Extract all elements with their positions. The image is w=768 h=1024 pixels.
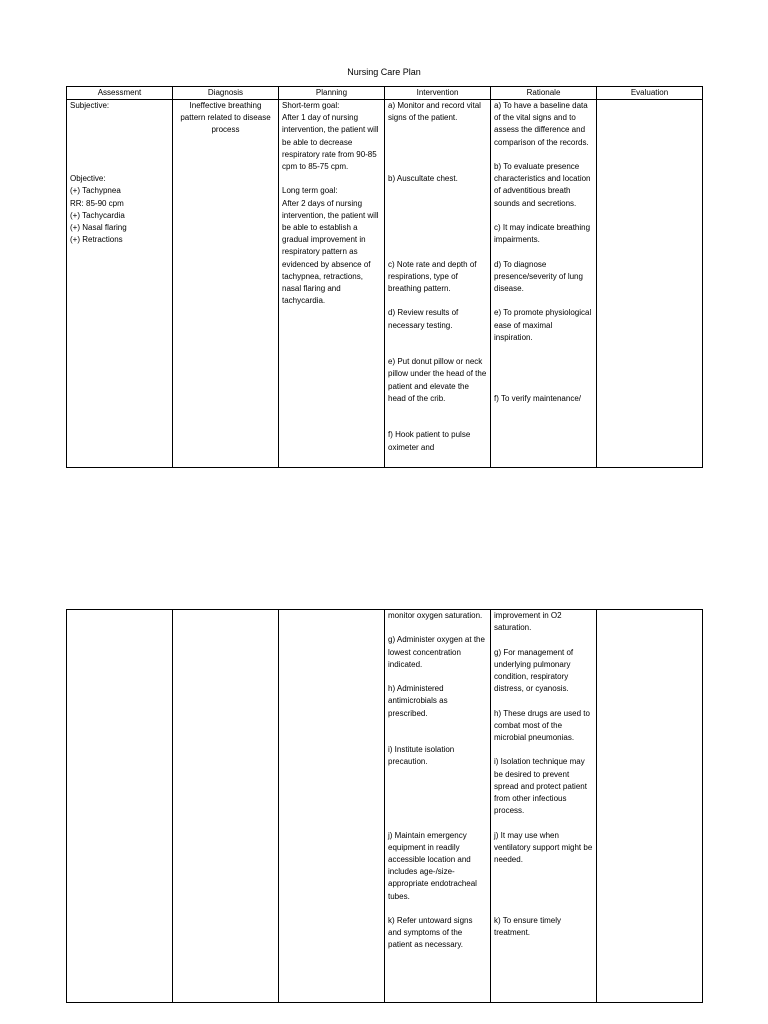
care-plan-table-page-2 xyxy=(66,609,703,1003)
diagnosis-cell xyxy=(173,610,279,1003)
care-plan-table-page-1 xyxy=(66,86,703,468)
diagnosis-cell: Ineffective breathing pattern related to disease process xyxy=(173,100,279,468)
document-title: Nursing Care Plan xyxy=(347,67,421,77)
evaluation-cell xyxy=(597,610,703,1003)
planning-cell: Short-term goal: After 1 day of nursing intervention, the patient will be able to decrease respiratory rate from 90-85 cpm to 85-75 cpm. Long term goal: After 2 days of nursing intervention, the patient will be able to establish a gradual improvement in respiratory pattern as evidenced by absence of tachypnea, retractions, nasal flaring and tachycardia. xyxy=(279,100,385,468)
assessment-cell: Subjective: Objective: (+) Tachypnea RR: 85-90 cpm (+) Tachycardia (+) Nasal flaring (+) Retractions xyxy=(67,100,173,468)
header-rationale: Rationale xyxy=(491,87,597,100)
intervention-cell: a) Monitor and record vital signs of the patient. b) Auscultate chest. c) Note rate and depth of respirations, type of breathing pattern. d) Review results of necessary testing. e) Put donut pillow or neck pillow under the head of the patient and elevate the head of the crib. f) Hook patient to pulse oximeter and xyxy=(385,100,491,468)
table-row xyxy=(67,610,703,1003)
header-planning: Planning xyxy=(279,87,385,100)
header-assessment: Assessment xyxy=(67,87,173,100)
planning-cell xyxy=(279,610,385,1003)
rationale-cell: improvement in O2 saturation. g) For management of underlying pulmonary condition, respiratory distress, or cyanosis. h) These drugs are used to combat most of the microbial pneumonias. i) Isolation technique may be desired to prevent spread and protect patient from other infectious process. j) It may use when ventilatory support might be needed. k) To ensure timely treatment. xyxy=(491,610,597,1003)
rationale-cell: a) To have a baseline data of the vital signs and to assess the difference and comparison of the records. b) To evaluate presence characteristics and location of adventitious breath sounds and secretions. c) It may indicate breathing impairments. d) To diagnose presence/severity of lung disease. e) To promote physiological ease of maximal inspiration. f) To verify maintenance/ xyxy=(491,100,597,468)
header-evaluation: Evaluation xyxy=(597,87,703,100)
assessment-cell xyxy=(67,610,173,1003)
header-diagnosis: Diagnosis xyxy=(173,87,279,100)
header-row xyxy=(67,87,703,100)
evaluation-cell xyxy=(597,100,703,468)
table-row xyxy=(67,100,703,468)
intervention-cell: monitor oxygen saturation. g) Administer oxygen at the lowest concentration indicated. h) Administered antimicrobials as prescribed. i) Institute isolation precaution. j) Maintain emergency equipment in readily accessible location and includes age-/size-appropriate endotracheal tubes. k) Refer untoward signs and symptoms of the patient as necessary. xyxy=(385,610,491,1003)
header-intervention: Intervention xyxy=(385,87,491,100)
